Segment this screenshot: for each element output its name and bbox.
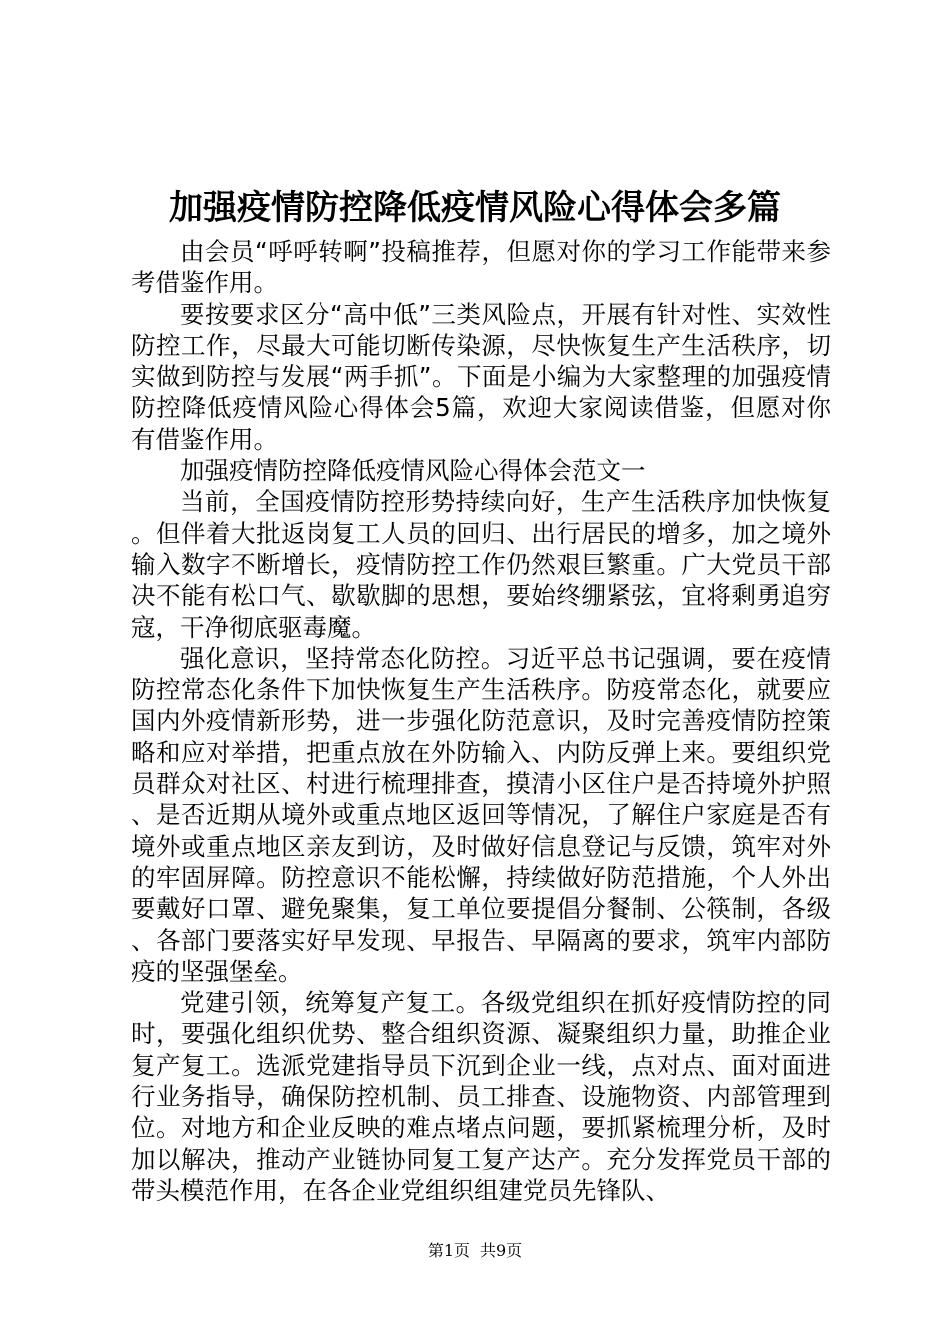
paragraph-intro: 由会员“呼呼转啊”投稿推荐，但愿对你的学习工作能带来参考借鉴作用。 xyxy=(131,237,831,298)
page-number: 第1页 xyxy=(427,1241,470,1260)
paragraph-current-situation: 当前，全国疫情防控形势持续向好，生产生活秩序加快恢复。但伴着大批返岗复工人员的回归、出行居民的增多，加之境外输入数字不断增长，疫情防控工作仍然艰巨繁重。广大党员干部决不能有松口气、歇歇脚的思想，要始终绷紧弦，宜将剩勇追穷寇，干净彻底驱毒魔。 xyxy=(131,487,831,642)
paragraph-summary: 要按要求区分“高中低”三类风险点，开展有针对性、实效性防控工作，尽最大可能切断传染源，尽快恢复生产生活秩序，切实做到防控与发展“两手抓”。下面是小编为大家整理的加强疫情防控降低疫情风险心得体会5篇，欢迎大家阅读借鉴，但愿对你有借鉴作用。 xyxy=(131,299,831,454)
page-total: 共9页 xyxy=(480,1241,523,1260)
paragraph-awareness: 强化意识，坚持常态化防控。习近平总书记强调，要在疫情防控常态化条件下加快恢复生产生活秩序。防疫常态化，就要应国内外疫情新形势，进一步强化防范意识，及时完善疫情防控策略和应对举措，把重点放在外防输入、内防反弹上来。要组织党员群众对社区、村进行梳理排查，摸清小区住户是否持境外护照、是否近期从境外或重点地区返回等情况，了解住户家庭是否有境外或重点地区亲友到访，及时做好信息登记与反馈，筑牢对外的牢固屏障。防控意识不能松懈，持续做好防范措施，个人外出要戴好口罩、避免聚集，复工单位要提倡分餐制、公筷制，各级、各部门要落实好早发现、早报告、早隔离的要求，筑牢内部防疫的坚强堡垒。 xyxy=(131,643,831,986)
section-heading: 加强疫情防控降低疫情风险心得体会范文一 xyxy=(180,456,646,486)
paragraph-party-building: 党建引领，统筹复产复工。各级党组织在抓好疫情防控的同时，要强化组织优势、整合组织资源、凝聚组织力量，助推企业复产复工。选派党建指导员下沉到企业一线，点对点、面对面进行业务指导，确保防控机制、员工排查、设施物资、内部管理到位。对地方和企业反映的难点堵点问题，要抓紧梳理分析，及时加以解决，推动产业链协同复工复产达产。充分发挥党员干部的带头模范作用，在各企业党组织组建党员先锋队、 xyxy=(131,988,831,1205)
document-title: 加强疫情防控降低疫情风险心得体会多篇 xyxy=(169,188,781,228)
document-body xyxy=(131,236,831,1206)
page-footer xyxy=(0,1240,950,1262)
